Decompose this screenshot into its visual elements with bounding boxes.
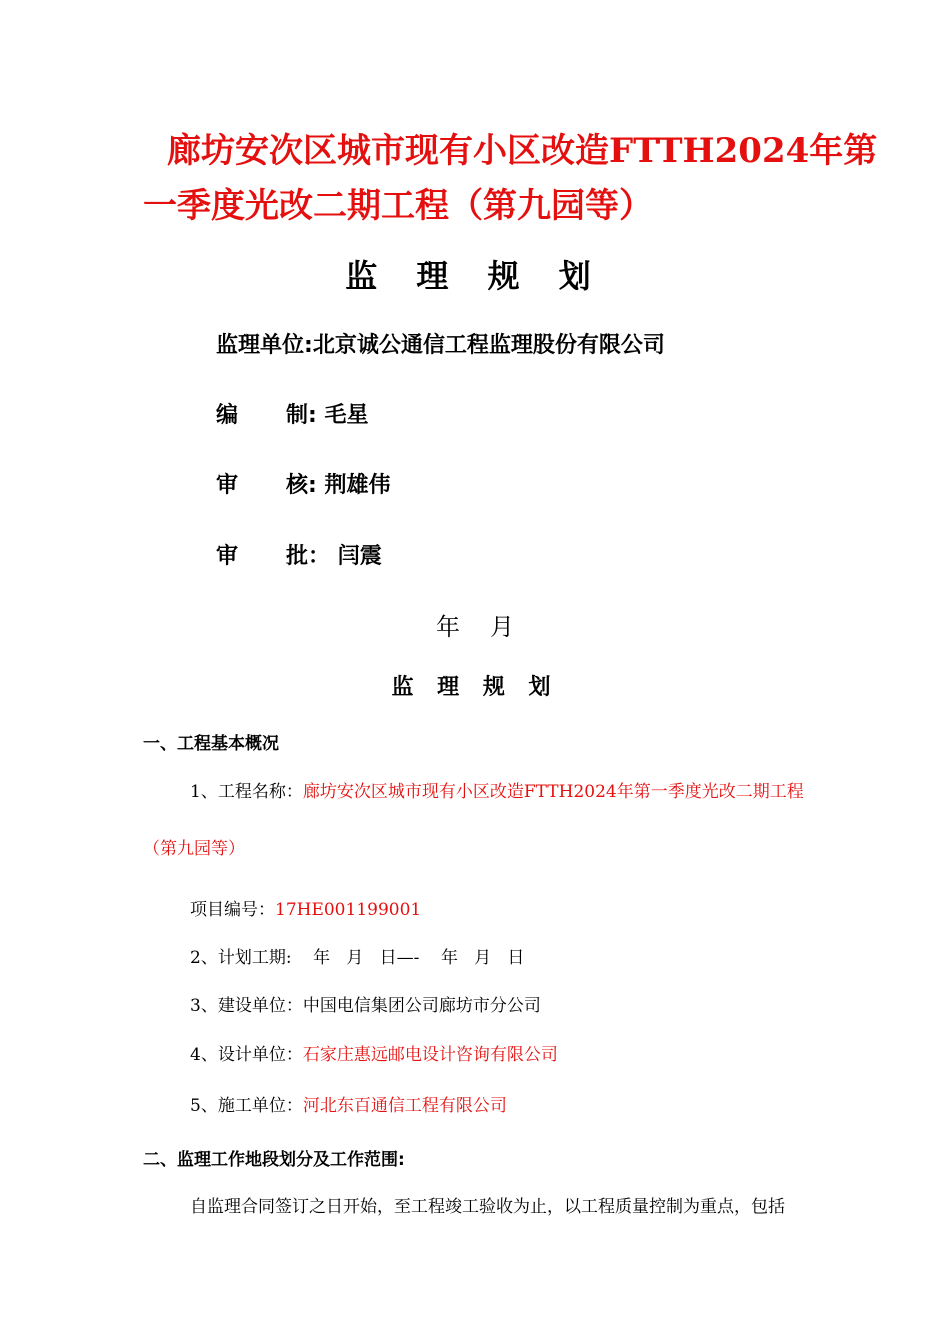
- item-2-schedule: [190, 945, 524, 971]
- approver-line: [216, 541, 382, 573]
- approver-label-1: 审: [216, 544, 239, 569]
- item-2-value: 年 月 日—- 年 月 日: [313, 948, 525, 968]
- item-5-label: 5、施工单位：: [190, 1096, 303, 1116]
- section-2-paragraph: 自监理合同签订之日开始，至工程竣工验收为止，以工程质量控制为重点，包括: [190, 1197, 785, 1217]
- supervision-unit-label: 监理单位:: [216, 333, 313, 358]
- year-label: 年: [436, 613, 460, 641]
- compiler-label-2: 制:: [286, 403, 317, 428]
- item-3-owner: [190, 993, 541, 1019]
- project-number-value: 17HE001199001: [275, 900, 422, 920]
- item-1-value-line-1: 廊坊安次区城市现有小区改造FTTH2024年第一季度光改二期工程: [302, 782, 804, 802]
- cover-heading: 监 理 规 划: [345, 257, 605, 295]
- month-label: 月: [490, 613, 514, 641]
- cover-title-line-2: 一季度光改二期工程（第九园等）: [143, 186, 653, 226]
- item-4-designer: [190, 1042, 558, 1068]
- item-2-label: 2、计划工期:: [190, 948, 292, 968]
- item-1-value-line-2: （第九园等）: [143, 839, 245, 859]
- reviewer-label-2: 核:: [286, 473, 317, 498]
- reviewer-line: [216, 470, 391, 502]
- section-2-title: 二、监理工作地段划分及工作范围:: [143, 1150, 405, 1170]
- item-5-value: 河北东百通信工程有限公司: [302, 1096, 507, 1116]
- item-1-label: 1、工程名称：: [190, 782, 303, 802]
- compiler-label-1: 编: [216, 403, 239, 428]
- compiler-value: 毛星: [324, 403, 369, 428]
- section-1-title: 一、工程基本概况: [143, 734, 279, 754]
- approver-label-2: 批：: [286, 544, 331, 569]
- item-4-value: 石家庄惠远邮电设计咨询有限公司: [302, 1045, 558, 1065]
- supervision-unit-line: [216, 330, 665, 362]
- item-4-label: 4、设计单位：: [190, 1045, 303, 1065]
- reviewer-label-1: 审: [216, 473, 239, 498]
- cover-title-line-1: 廊坊安次区城市现有小区改造FTTH2024年第: [167, 131, 878, 171]
- body-heading: 监 理 规 划: [391, 675, 559, 700]
- reviewer-value: 荆雄伟: [324, 473, 391, 498]
- supervision-unit-value: 北京诚公通信工程监理股份有限公司: [312, 333, 665, 358]
- project-number-line: [190, 897, 421, 923]
- compiler-line: [216, 400, 369, 432]
- item-3-label: 3、建设单位：: [190, 996, 303, 1016]
- item-5-contractor: [190, 1093, 507, 1119]
- approver-value: 闫震: [337, 544, 382, 569]
- item-1-project-name: [190, 779, 804, 805]
- date-line: [0, 610, 950, 644]
- item-3-value: 中国电信集团公司廊坊市分公司: [302, 996, 541, 1016]
- project-number-label: 项目编号：: [190, 900, 275, 920]
